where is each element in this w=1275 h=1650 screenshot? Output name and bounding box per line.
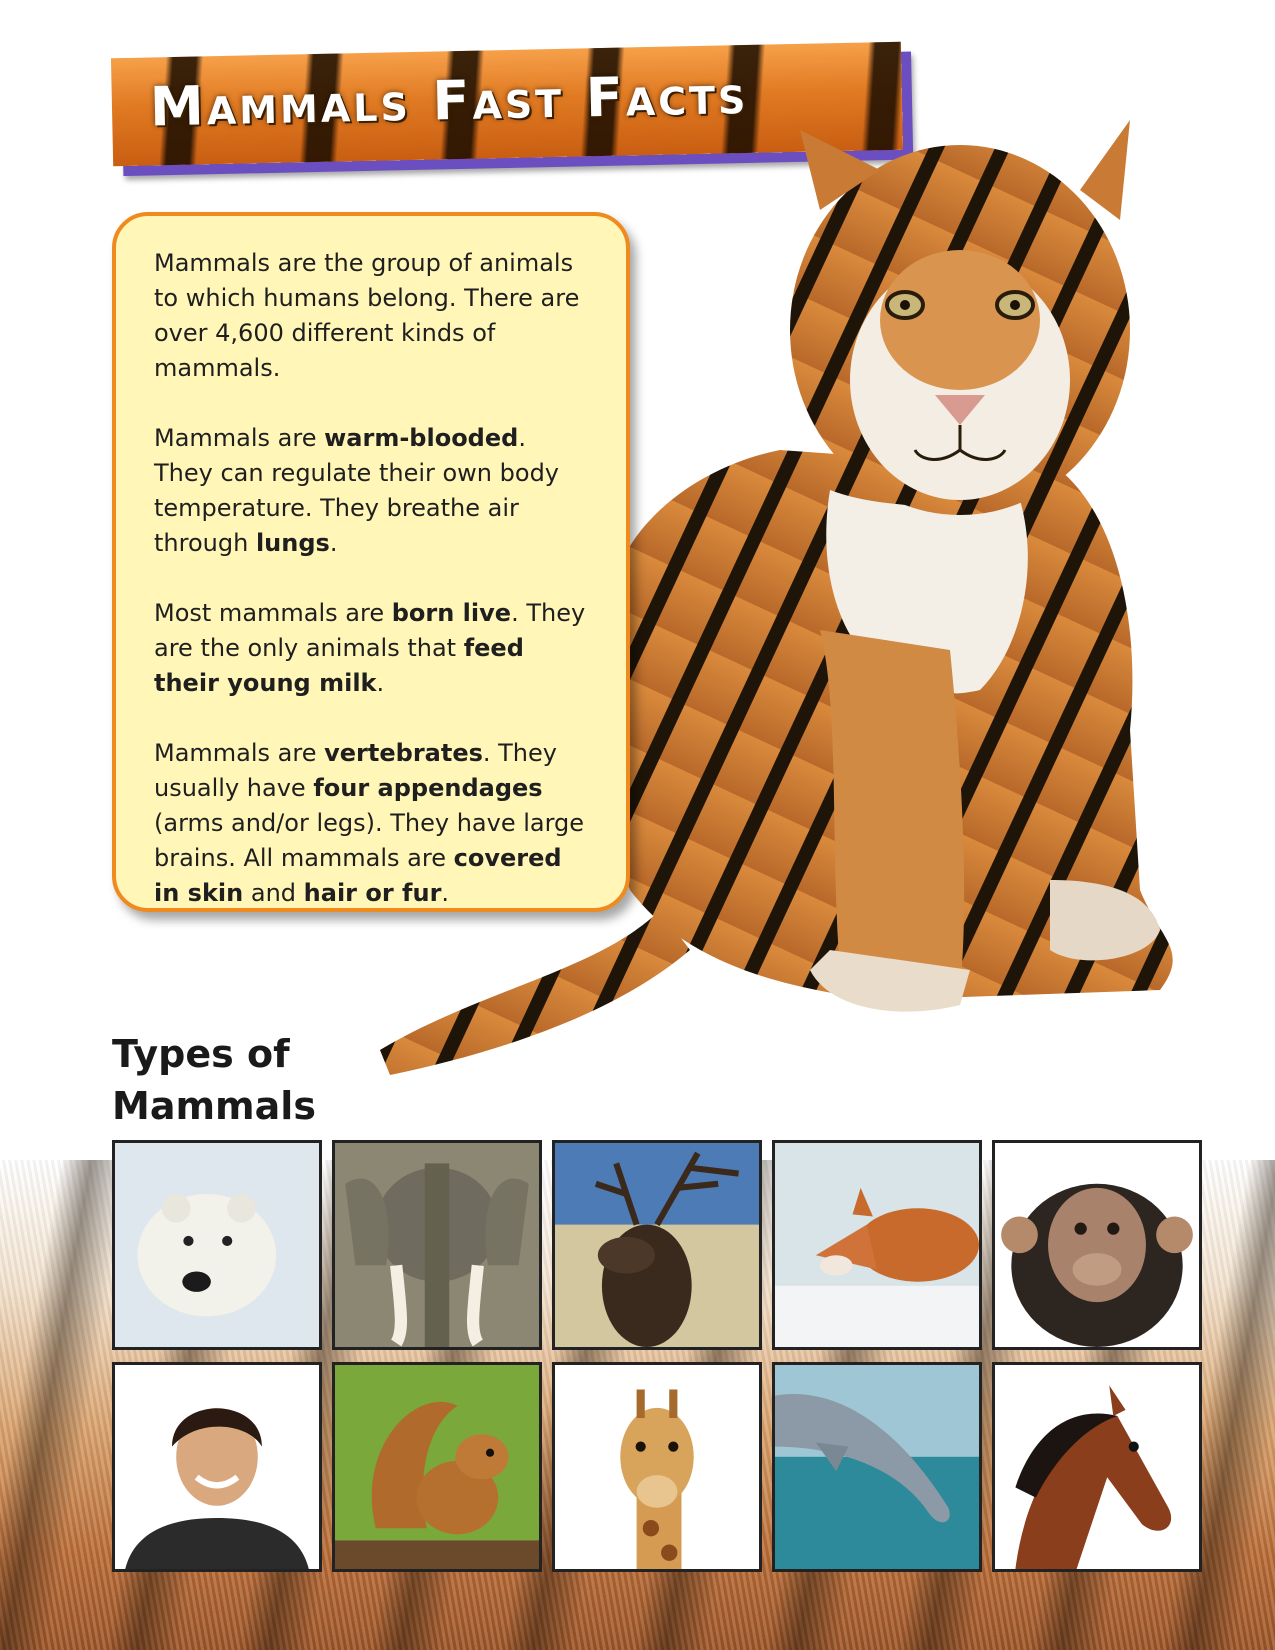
human-photo xyxy=(112,1362,322,1572)
giraffe-photo xyxy=(552,1362,762,1572)
fox-photo xyxy=(772,1140,982,1350)
elephant-photo xyxy=(332,1140,542,1350)
fact-paragraph-2: Mammals are warm-blooded. They can regulate their own body temperature. They breathe air through lungs. xyxy=(154,424,559,557)
chimpanzee-photo xyxy=(992,1140,1202,1350)
fact-paragraph-1: Mammals are the group of animals to which humans belong. There are over 4,600 different kinds of mammals. xyxy=(154,249,580,382)
page-title: Mammals Fast Facts xyxy=(149,62,749,139)
fact-paragraph-3: Most mammals are born live. They are the only animals that feed their young milk. xyxy=(154,599,586,697)
squirrel-photo xyxy=(332,1362,542,1572)
polar-bear-photo xyxy=(112,1140,322,1350)
fact-paragraph-4: Mammals are vertebrates. They usually have four appendages (arms and/or legs). They have large brains. All mammals are covered in skin and hair or fur. xyxy=(154,739,585,907)
elk-photo xyxy=(552,1140,762,1350)
dolphin-photo xyxy=(772,1362,982,1572)
mammal-photo-grid xyxy=(112,1140,1202,1572)
horse-photo xyxy=(992,1362,1202,1572)
facts-box xyxy=(112,212,630,912)
types-heading: Types of Mammals xyxy=(112,1032,316,1128)
